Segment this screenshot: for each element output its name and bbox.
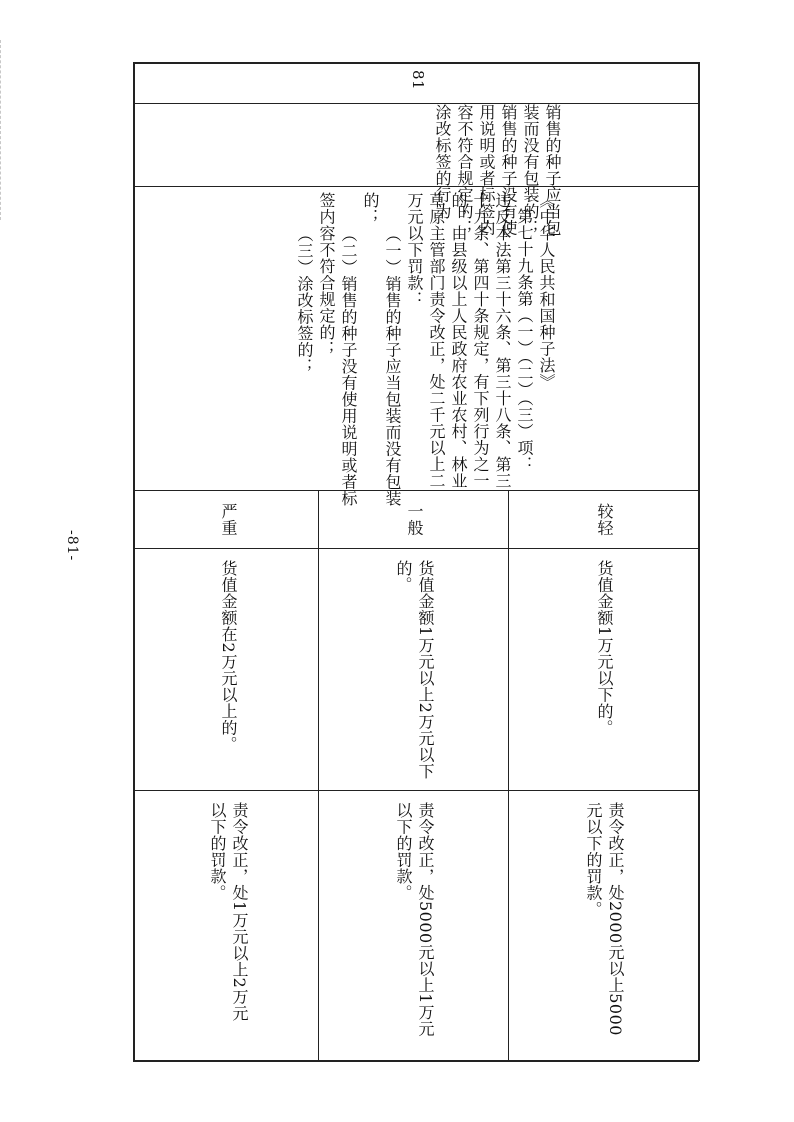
legal-basis-line: 十九条、第四十条规定，有下列行为之一	[471, 192, 490, 489]
level-label: 一般	[405, 503, 424, 536]
legal-basis-line: （三）涂改标签的；	[295, 226, 314, 375]
table-border-top	[133, 62, 699, 64]
level-separator-2	[318, 490, 319, 1061]
legal-basis-line: 的，由县级以上人民政府农业农村、林业	[449, 192, 468, 489]
legal-basis-line: 万元以下罚款：	[405, 192, 424, 308]
penalty-line: 责令改正，处2000元以上5000	[606, 802, 625, 1036]
violation-line: 容不符合规定的；	[455, 104, 474, 236]
legal-basis-line: 《中华人民共和国种子法》	[537, 192, 556, 390]
penalty-line: 以下的罚款。	[208, 802, 227, 901]
violation-line: 销售的种子没有使	[499, 104, 518, 236]
legal-basis-line: 草原主管部门责令改正，处二千元以上二	[427, 192, 446, 489]
row-separator-2	[133, 186, 699, 187]
table-border-bottom	[133, 1060, 699, 1062]
level-label: 较轻	[595, 503, 614, 536]
circumstance-line: 货值金额1万元以下的。	[595, 560, 614, 736]
violation-line: 销售的种子应当包	[543, 104, 562, 236]
level-label: 严重	[219, 503, 238, 536]
level-separator-1	[508, 490, 509, 1061]
circumstance-line: 货值金额1万元以上2万元以下	[416, 560, 435, 780]
legal-basis-line: 签内容不符合规定的；	[317, 192, 336, 357]
circumstance-line: 的。	[394, 560, 413, 593]
left-margin-mark	[0, 40, 11, 220]
violation-line: 装而没有包装的；	[521, 104, 540, 236]
legal-basis-line: 的；	[361, 192, 380, 225]
table-border-right	[698, 62, 700, 1061]
table-border-left	[133, 62, 135, 1061]
penalty-line: 元以下的罚款。	[584, 802, 603, 918]
penalty-line: 责令改正，处5000元以上1万元	[416, 802, 435, 1037]
page-number: -81-	[64, 530, 80, 562]
legal-basis-line: （二）销售的种子没有使用说明或者标	[339, 226, 358, 507]
row-number: 81	[409, 70, 427, 91]
violation-line: 涂改标签的行为	[433, 104, 452, 220]
legal-basis-line: 第七十九条第（一）（二）（三）项：	[515, 208, 534, 473]
legal-basis-line: （一）销售的种子应当包装而没有包装	[383, 226, 402, 507]
row-separator-3	[133, 490, 699, 491]
row-separator-4	[133, 548, 699, 549]
penalty-line: 责令改正，处1万元以上2万元	[230, 802, 249, 1022]
circumstance-line: 货值金额在2万元以上的。	[219, 560, 238, 753]
row-separator-5	[133, 790, 699, 791]
legal-basis-line: 违反本法第三十六条、第三十八条、第三	[493, 192, 512, 489]
row-separator-1	[133, 103, 699, 104]
violation-line: 用说明或者标签内	[477, 104, 496, 236]
penalty-line: 以下的罚款。	[394, 802, 413, 901]
